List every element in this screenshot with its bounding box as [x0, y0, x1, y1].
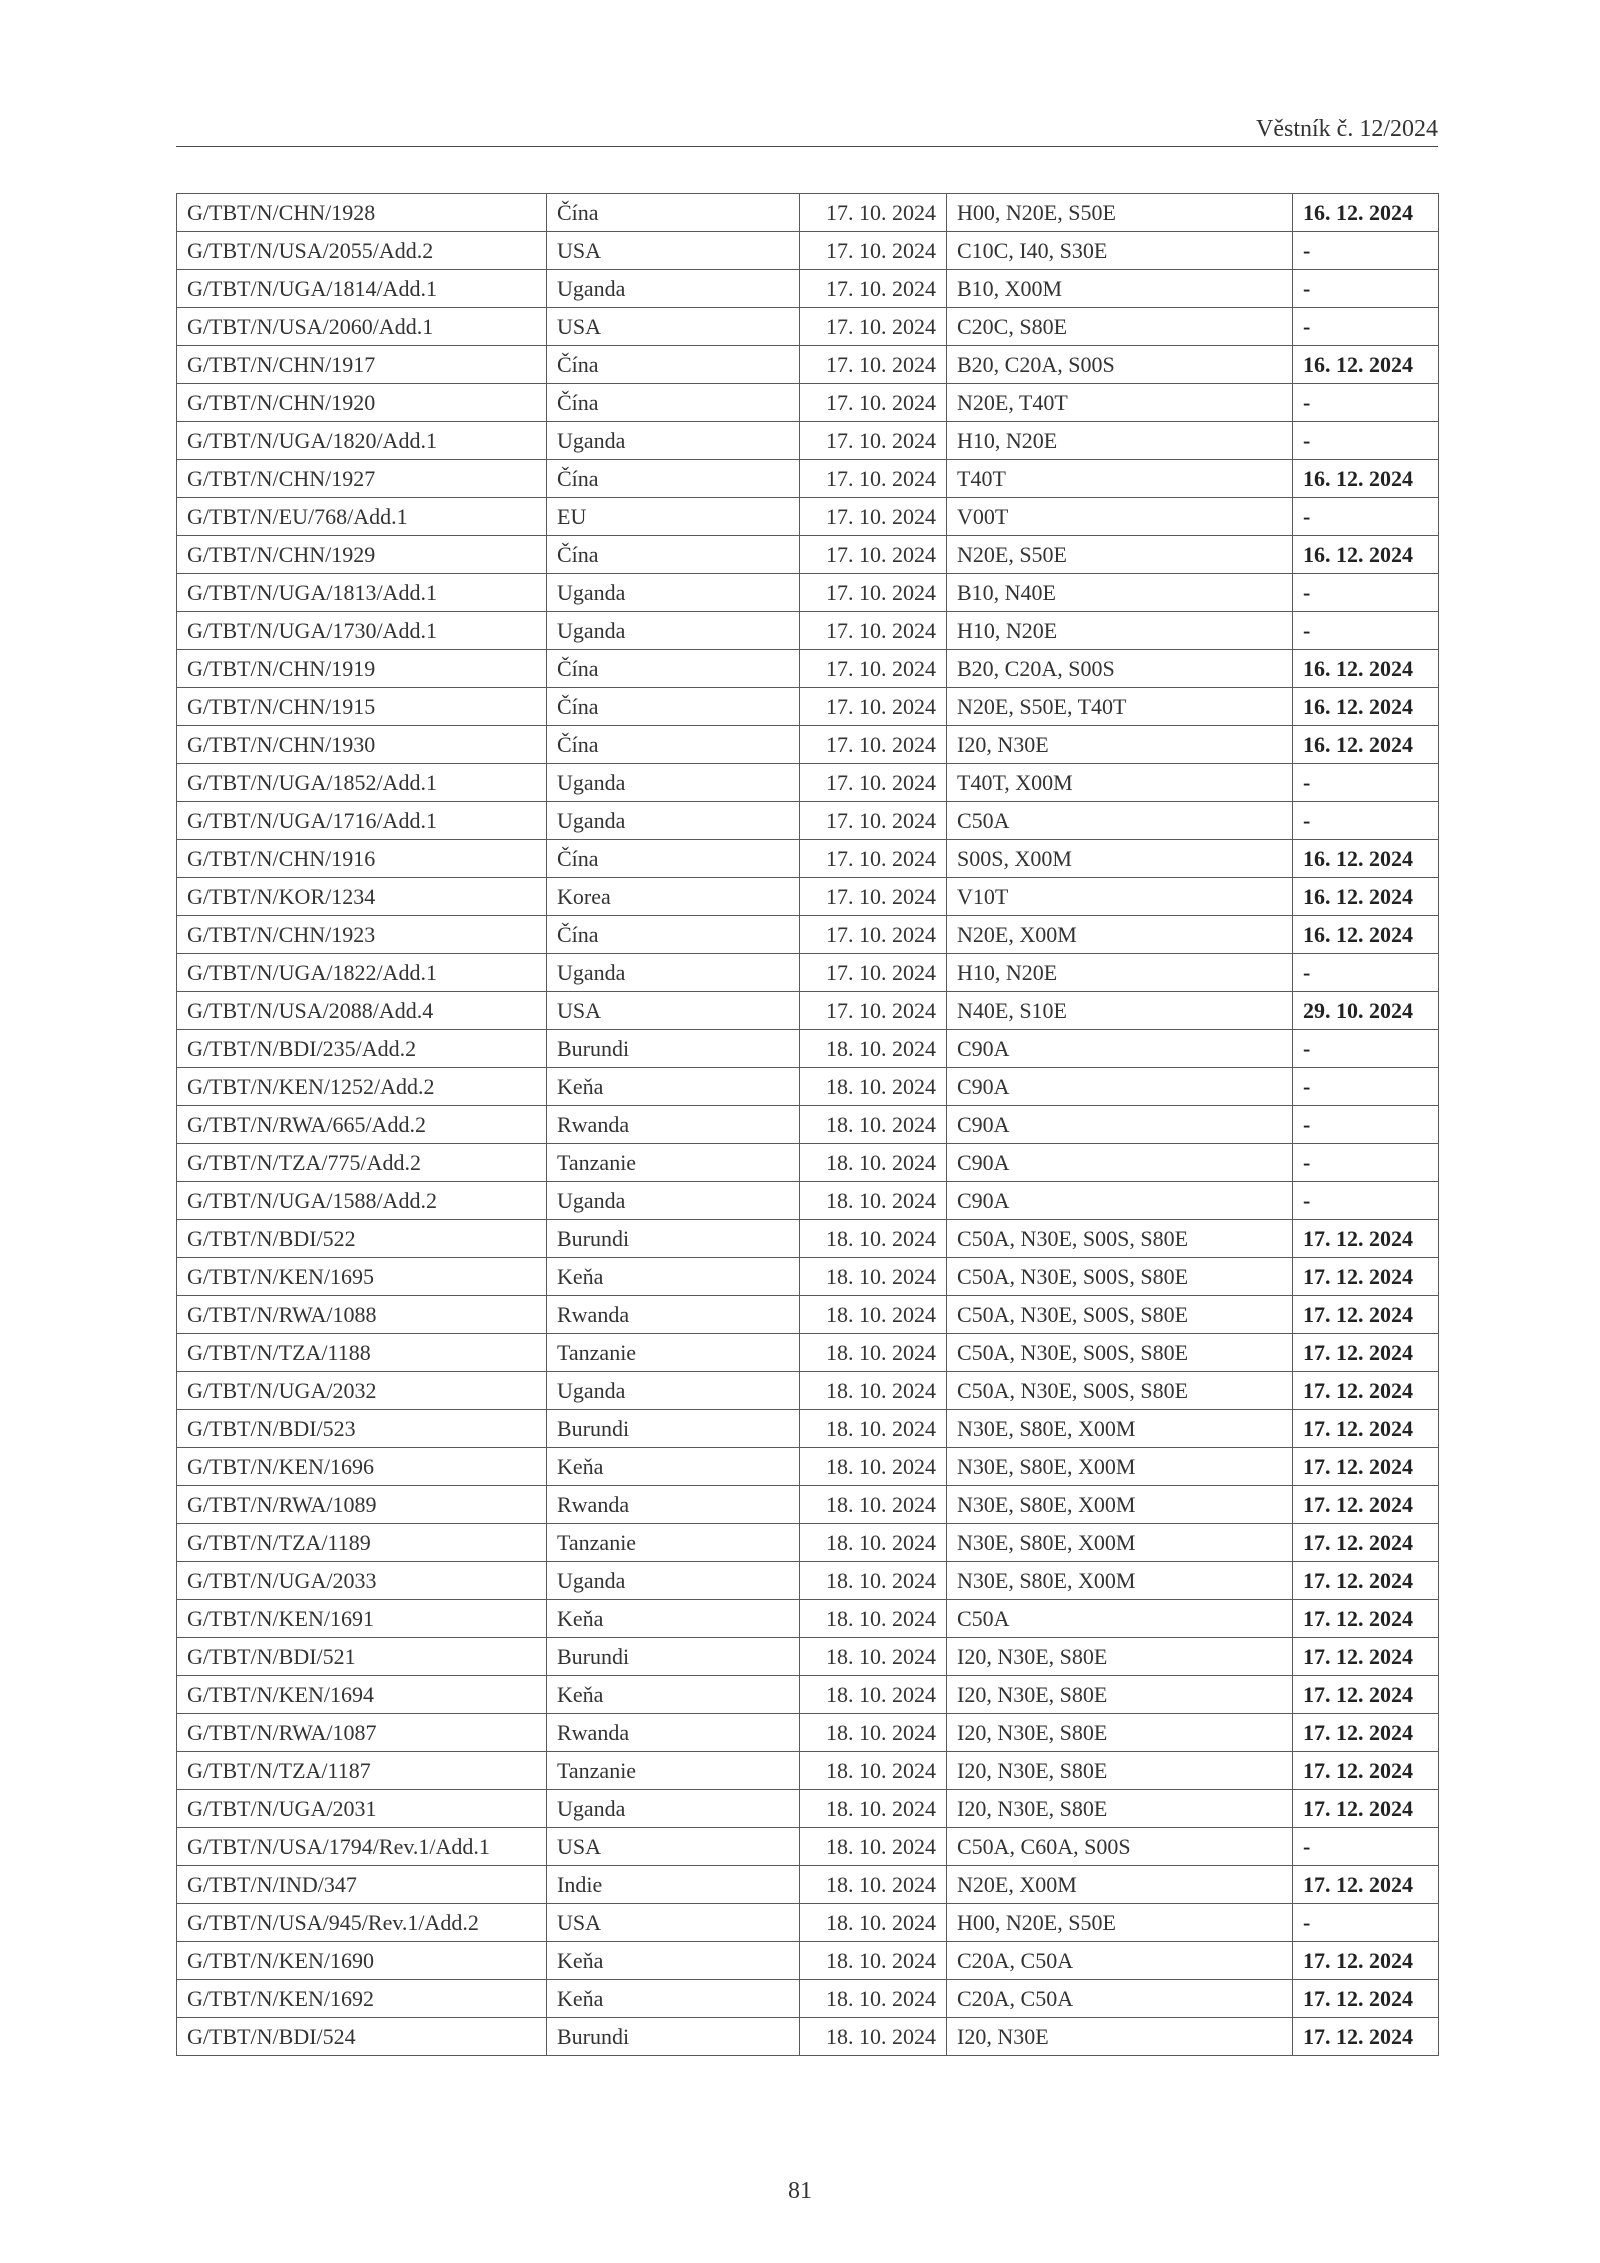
- notification-id-cell: G/TBT/N/UGA/1730/Add.1: [177, 612, 547, 650]
- ics-codes-cell: C50A, N30E, S00S, S80E: [947, 1258, 1293, 1296]
- date-cell: 17. 10. 2024: [800, 726, 947, 764]
- country-cell: Burundi: [547, 2018, 800, 2056]
- country-cell: Čína: [547, 650, 800, 688]
- comment-deadline-cell: 17. 12. 2024: [1293, 1942, 1439, 1980]
- country-cell: Rwanda: [547, 1106, 800, 1144]
- ics-codes-cell: T40T, X00M: [947, 764, 1293, 802]
- table-row: [177, 1334, 1439, 1372]
- notification-id-cell: G/TBT/N/USA/2055/Add.2: [177, 232, 547, 270]
- country-cell: USA: [547, 232, 800, 270]
- date-cell: 17. 10. 2024: [800, 498, 947, 536]
- date-cell: 17. 10. 2024: [800, 764, 947, 802]
- date-cell: 17. 10. 2024: [800, 422, 947, 460]
- country-cell: Uganda: [547, 612, 800, 650]
- ics-codes-cell: H10, N20E: [947, 612, 1293, 650]
- ics-codes-cell: C50A, C60A, S00S: [947, 1828, 1293, 1866]
- table-row: [177, 954, 1439, 992]
- table-row: [177, 422, 1439, 460]
- notification-id-cell: G/TBT/N/UGA/1820/Add.1: [177, 422, 547, 460]
- country-cell: Uganda: [547, 1562, 800, 1600]
- notification-id-cell: G/TBT/N/EU/768/Add.1: [177, 498, 547, 536]
- comment-deadline-cell: 16. 12. 2024: [1293, 840, 1439, 878]
- table-row: [177, 1296, 1439, 1334]
- comment-deadline-cell: 17. 12. 2024: [1293, 1638, 1439, 1676]
- ics-codes-cell: S00S, X00M: [947, 840, 1293, 878]
- date-cell: 18. 10. 2024: [800, 1296, 947, 1334]
- ics-codes-cell: C10C, I40, S30E: [947, 232, 1293, 270]
- ics-codes-cell: N20E, X00M: [947, 1866, 1293, 1904]
- date-cell: 17. 10. 2024: [800, 954, 947, 992]
- date-cell: 17. 10. 2024: [800, 650, 947, 688]
- ics-codes-cell: H00, N20E, S50E: [947, 1904, 1293, 1942]
- table-row: [177, 1752, 1439, 1790]
- country-cell: Čína: [547, 460, 800, 498]
- ics-codes-cell: C50A: [947, 1600, 1293, 1638]
- notification-id-cell: G/TBT/N/USA/2088/Add.4: [177, 992, 547, 1030]
- ics-codes-cell: N20E, S50E: [947, 536, 1293, 574]
- bulletin-title: Věstník č. 12/2024: [1256, 116, 1438, 142]
- notification-id-cell: G/TBT/N/RWA/1088: [177, 1296, 547, 1334]
- table-row: [177, 1790, 1439, 1828]
- date-cell: 18. 10. 2024: [800, 1904, 947, 1942]
- date-cell: 17. 10. 2024: [800, 270, 947, 308]
- ics-codes-cell: I20, N30E, S80E: [947, 1638, 1293, 1676]
- comment-deadline-cell: -: [1293, 764, 1439, 802]
- table-row: [177, 1904, 1439, 1942]
- country-cell: USA: [547, 1828, 800, 1866]
- table-row: [177, 346, 1439, 384]
- date-cell: 18. 10. 2024: [800, 1258, 947, 1296]
- ics-codes-cell: N20E, S50E, T40T: [947, 688, 1293, 726]
- comment-deadline-cell: -: [1293, 574, 1439, 612]
- country-cell: Keňa: [547, 1942, 800, 1980]
- country-cell: USA: [547, 1904, 800, 1942]
- comment-deadline-cell: 17. 12. 2024: [1293, 1334, 1439, 1372]
- comment-deadline-cell: 17. 12. 2024: [1293, 1524, 1439, 1562]
- ics-codes-cell: I20, N30E, S80E: [947, 1752, 1293, 1790]
- table-row: [177, 1258, 1439, 1296]
- comment-deadline-cell: 17. 12. 2024: [1293, 2018, 1439, 2056]
- date-cell: 17. 10. 2024: [800, 802, 947, 840]
- table-row: [177, 1144, 1439, 1182]
- country-cell: USA: [547, 308, 800, 346]
- comment-deadline-cell: 17. 12. 2024: [1293, 1866, 1439, 1904]
- ics-codes-cell: H00, N20E, S50E: [947, 194, 1293, 232]
- comment-deadline-cell: -: [1293, 1828, 1439, 1866]
- table-row: [177, 574, 1439, 612]
- notification-id-cell: G/TBT/N/UGA/2033: [177, 1562, 547, 1600]
- table-row: [177, 1600, 1439, 1638]
- table-row: [177, 1220, 1439, 1258]
- table-row: [177, 1676, 1439, 1714]
- comment-deadline-cell: -: [1293, 498, 1439, 536]
- date-cell: 17. 10. 2024: [800, 194, 947, 232]
- ics-codes-cell: B10, N40E: [947, 574, 1293, 612]
- comment-deadline-cell: 17. 12. 2024: [1293, 1714, 1439, 1752]
- comment-deadline-cell: 17. 12. 2024: [1293, 1410, 1439, 1448]
- date-cell: 18. 10. 2024: [800, 1942, 947, 1980]
- date-cell: 17. 10. 2024: [800, 688, 947, 726]
- comment-deadline-cell: 17. 12. 2024: [1293, 1486, 1439, 1524]
- date-cell: 17. 10. 2024: [800, 308, 947, 346]
- notification-id-cell: G/TBT/N/RWA/1087: [177, 1714, 547, 1752]
- table-row: [177, 916, 1439, 954]
- notification-id-cell: G/TBT/N/UGA/1852/Add.1: [177, 764, 547, 802]
- notification-id-cell: G/TBT/N/BDI/524: [177, 2018, 547, 2056]
- comment-deadline-cell: -: [1293, 612, 1439, 650]
- notification-id-cell: G/TBT/N/CHN/1915: [177, 688, 547, 726]
- table-row: [177, 1182, 1439, 1220]
- ics-codes-cell: V00T: [947, 498, 1293, 536]
- table-row: [177, 1866, 1439, 1904]
- country-cell: Čína: [547, 384, 800, 422]
- date-cell: 18. 10. 2024: [800, 1790, 947, 1828]
- ics-codes-cell: N30E, S80E, X00M: [947, 1486, 1293, 1524]
- comment-deadline-cell: 29. 10. 2024: [1293, 992, 1439, 1030]
- table-row: [177, 460, 1439, 498]
- date-cell: 18. 10. 2024: [800, 1220, 947, 1258]
- notification-id-cell: G/TBT/N/BDI/235/Add.2: [177, 1030, 547, 1068]
- comment-deadline-cell: 16. 12. 2024: [1293, 726, 1439, 764]
- country-cell: Uganda: [547, 1790, 800, 1828]
- country-cell: Keňa: [547, 1980, 800, 2018]
- ics-codes-cell: C50A, N30E, S00S, S80E: [947, 1334, 1293, 1372]
- country-cell: Uganda: [547, 954, 800, 992]
- country-cell: Burundi: [547, 1638, 800, 1676]
- notification-id-cell: G/TBT/N/KEN/1695: [177, 1258, 547, 1296]
- table-row: [177, 270, 1439, 308]
- ics-codes-cell: C90A: [947, 1068, 1293, 1106]
- ics-codes-cell: N20E, X00M: [947, 916, 1293, 954]
- table-row: [177, 802, 1439, 840]
- ics-codes-cell: C50A, N30E, S00S, S80E: [947, 1372, 1293, 1410]
- comment-deadline-cell: 17. 12. 2024: [1293, 1600, 1439, 1638]
- date-cell: 18. 10. 2024: [800, 1562, 947, 1600]
- notification-id-cell: G/TBT/N/UGA/2032: [177, 1372, 547, 1410]
- table-row: [177, 1942, 1439, 1980]
- notification-id-cell: G/TBT/N/KEN/1694: [177, 1676, 547, 1714]
- ics-codes-cell: B20, C20A, S00S: [947, 650, 1293, 688]
- notification-id-cell: G/TBT/N/RWA/1089: [177, 1486, 547, 1524]
- notification-id-cell: G/TBT/N/UGA/1813/Add.1: [177, 574, 547, 612]
- notification-id-cell: G/TBT/N/CHN/1917: [177, 346, 547, 384]
- country-cell: Burundi: [547, 1410, 800, 1448]
- page-number: 81: [788, 2178, 812, 2204]
- ics-codes-cell: C90A: [947, 1182, 1293, 1220]
- country-cell: Indie: [547, 1866, 800, 1904]
- notification-id-cell: G/TBT/N/CHN/1923: [177, 916, 547, 954]
- date-cell: 18. 10. 2024: [800, 2018, 947, 2056]
- notification-id-cell: G/TBT/N/BDI/523: [177, 1410, 547, 1448]
- country-cell: Čína: [547, 726, 800, 764]
- date-cell: 18. 10. 2024: [800, 1182, 947, 1220]
- date-cell: 18. 10. 2024: [800, 1410, 947, 1448]
- comment-deadline-cell: 16. 12. 2024: [1293, 878, 1439, 916]
- ics-codes-cell: C90A: [947, 1106, 1293, 1144]
- country-cell: Tanzanie: [547, 1144, 800, 1182]
- country-cell: Tanzanie: [547, 1752, 800, 1790]
- ics-codes-cell: T40T: [947, 460, 1293, 498]
- notification-id-cell: G/TBT/N/TZA/1187: [177, 1752, 547, 1790]
- notification-id-cell: G/TBT/N/CHN/1929: [177, 536, 547, 574]
- date-cell: 18. 10. 2024: [800, 1486, 947, 1524]
- table-row: [177, 1106, 1439, 1144]
- ics-codes-cell: I20, N30E, S80E: [947, 1676, 1293, 1714]
- comment-deadline-cell: 16. 12. 2024: [1293, 916, 1439, 954]
- notification-id-cell: G/TBT/N/CHN/1928: [177, 194, 547, 232]
- date-cell: 18. 10. 2024: [800, 1600, 947, 1638]
- notification-id-cell: G/TBT/N/BDI/521: [177, 1638, 547, 1676]
- notification-id-cell: G/TBT/N/UGA/1588/Add.2: [177, 1182, 547, 1220]
- ics-codes-cell: C90A: [947, 1144, 1293, 1182]
- ics-codes-cell: C20A, C50A: [947, 1942, 1293, 1980]
- notification-id-cell: G/TBT/N/CHN/1930: [177, 726, 547, 764]
- notification-id-cell: G/TBT/N/TZA/775/Add.2: [177, 1144, 547, 1182]
- comment-deadline-cell: 17. 12. 2024: [1293, 1296, 1439, 1334]
- comment-deadline-cell: 17. 12. 2024: [1293, 1562, 1439, 1600]
- comment-deadline-cell: -: [1293, 1030, 1439, 1068]
- comment-deadline-cell: 17. 12. 2024: [1293, 1676, 1439, 1714]
- ics-codes-cell: C50A, N30E, S00S, S80E: [947, 1296, 1293, 1334]
- table-row: [177, 194, 1439, 232]
- table-row: [177, 764, 1439, 802]
- comment-deadline-cell: -: [1293, 1144, 1439, 1182]
- comment-deadline-cell: 17. 12. 2024: [1293, 1220, 1439, 1258]
- country-cell: Uganda: [547, 270, 800, 308]
- notification-id-cell: G/TBT/N/CHN/1920: [177, 384, 547, 422]
- ics-codes-cell: N30E, S80E, X00M: [947, 1524, 1293, 1562]
- country-cell: Čína: [547, 688, 800, 726]
- date-cell: 18. 10. 2024: [800, 1676, 947, 1714]
- country-cell: Čína: [547, 346, 800, 384]
- notification-id-cell: G/TBT/N/KEN/1692: [177, 1980, 547, 2018]
- ics-codes-cell: I20, N30E: [947, 726, 1293, 764]
- notifications-table: [176, 193, 1439, 2056]
- notification-id-cell: G/TBT/N/KEN/1691: [177, 1600, 547, 1638]
- table-row: [177, 1486, 1439, 1524]
- ics-codes-cell: N20E, T40T: [947, 384, 1293, 422]
- table-row: [177, 1448, 1439, 1486]
- country-cell: Uganda: [547, 1182, 800, 1220]
- notification-id-cell: G/TBT/N/TZA/1189: [177, 1524, 547, 1562]
- ics-codes-cell: H10, N20E: [947, 954, 1293, 992]
- notification-id-cell: G/TBT/N/BDI/522: [177, 1220, 547, 1258]
- notification-id-cell: G/TBT/N/UGA/2031: [177, 1790, 547, 1828]
- comment-deadline-cell: -: [1293, 422, 1439, 460]
- comment-deadline-cell: 16. 12. 2024: [1293, 688, 1439, 726]
- table-row: [177, 1410, 1439, 1448]
- table-row: [177, 1980, 1439, 2018]
- date-cell: 17. 10. 2024: [800, 840, 947, 878]
- country-cell: Čína: [547, 194, 800, 232]
- comment-deadline-cell: 17. 12. 2024: [1293, 1752, 1439, 1790]
- ics-codes-cell: C50A: [947, 802, 1293, 840]
- ics-codes-cell: I20, N30E, S80E: [947, 1714, 1293, 1752]
- comment-deadline-cell: 16. 12. 2024: [1293, 194, 1439, 232]
- notification-id-cell: G/TBT/N/CHN/1927: [177, 460, 547, 498]
- notification-id-cell: G/TBT/N/UGA/1814/Add.1: [177, 270, 547, 308]
- ics-codes-cell: N30E, S80E, X00M: [947, 1562, 1293, 1600]
- comment-deadline-cell: -: [1293, 1068, 1439, 1106]
- table-row: [177, 1828, 1439, 1866]
- country-cell: Keňa: [547, 1448, 800, 1486]
- running-header: [176, 112, 1438, 147]
- notifications-table-body: [177, 194, 1439, 2056]
- comment-deadline-cell: -: [1293, 954, 1439, 992]
- table-row: [177, 1714, 1439, 1752]
- date-cell: 17. 10. 2024: [800, 878, 947, 916]
- ics-codes-cell: N30E, S80E, X00M: [947, 1410, 1293, 1448]
- date-cell: 18. 10. 2024: [800, 1144, 947, 1182]
- table-row: [177, 726, 1439, 764]
- table-row: [177, 992, 1439, 1030]
- notification-id-cell: G/TBT/N/CHN/1919: [177, 650, 547, 688]
- table-row: [177, 1030, 1439, 1068]
- table-row: [177, 232, 1439, 270]
- date-cell: 18. 10. 2024: [800, 1030, 947, 1068]
- comment-deadline-cell: 17. 12. 2024: [1293, 1448, 1439, 1486]
- date-cell: 18. 10. 2024: [800, 1752, 947, 1790]
- country-cell: Korea: [547, 878, 800, 916]
- table-row: [177, 688, 1439, 726]
- date-cell: 17. 10. 2024: [800, 536, 947, 574]
- table-row: [177, 1524, 1439, 1562]
- comment-deadline-cell: -: [1293, 270, 1439, 308]
- table-row: [177, 1372, 1439, 1410]
- country-cell: Keňa: [547, 1600, 800, 1638]
- date-cell: 17. 10. 2024: [800, 384, 947, 422]
- notification-id-cell: G/TBT/N/USA/2060/Add.1: [177, 308, 547, 346]
- ics-codes-cell: C20A, C50A: [947, 1980, 1293, 2018]
- country-cell: Čína: [547, 840, 800, 878]
- country-cell: Uganda: [547, 422, 800, 460]
- table-row: [177, 536, 1439, 574]
- table-row: [177, 840, 1439, 878]
- date-cell: 17. 10. 2024: [800, 992, 947, 1030]
- table-row: [177, 650, 1439, 688]
- table-row: [177, 1638, 1439, 1676]
- comment-deadline-cell: 17. 12. 2024: [1293, 1980, 1439, 2018]
- ics-codes-cell: I20, N30E: [947, 2018, 1293, 2056]
- notification-id-cell: G/TBT/N/UGA/1822/Add.1: [177, 954, 547, 992]
- comment-deadline-cell: 16. 12. 2024: [1293, 650, 1439, 688]
- country-cell: Burundi: [547, 1030, 800, 1068]
- comment-deadline-cell: 16. 12. 2024: [1293, 460, 1439, 498]
- notification-id-cell: G/TBT/N/RWA/665/Add.2: [177, 1106, 547, 1144]
- date-cell: 18. 10. 2024: [800, 1448, 947, 1486]
- notification-id-cell: G/TBT/N/USA/945/Rev.1/Add.2: [177, 1904, 547, 1942]
- comment-deadline-cell: -: [1293, 1106, 1439, 1144]
- date-cell: 18. 10. 2024: [800, 1372, 947, 1410]
- table-row: [177, 878, 1439, 916]
- ics-codes-cell: C20C, S80E: [947, 308, 1293, 346]
- country-cell: Rwanda: [547, 1714, 800, 1752]
- comment-deadline-cell: 16. 12. 2024: [1293, 346, 1439, 384]
- date-cell: 17. 10. 2024: [800, 232, 947, 270]
- country-cell: Keňa: [547, 1258, 800, 1296]
- country-cell: Rwanda: [547, 1296, 800, 1334]
- comment-deadline-cell: -: [1293, 1182, 1439, 1220]
- country-cell: Čína: [547, 916, 800, 954]
- date-cell: 18. 10. 2024: [800, 1068, 947, 1106]
- comment-deadline-cell: 17. 12. 2024: [1293, 1258, 1439, 1296]
- date-cell: 18. 10. 2024: [800, 1638, 947, 1676]
- country-cell: Uganda: [547, 764, 800, 802]
- country-cell: Keňa: [547, 1068, 800, 1106]
- date-cell: 18. 10. 2024: [800, 1334, 947, 1372]
- notification-id-cell: G/TBT/N/IND/347: [177, 1866, 547, 1904]
- date-cell: 18. 10. 2024: [800, 1980, 947, 2018]
- date-cell: 18. 10. 2024: [800, 1714, 947, 1752]
- date-cell: 18. 10. 2024: [800, 1106, 947, 1144]
- comment-deadline-cell: 17. 12. 2024: [1293, 1372, 1439, 1410]
- date-cell: 18. 10. 2024: [800, 1828, 947, 1866]
- country-cell: EU: [547, 498, 800, 536]
- date-cell: 17. 10. 2024: [800, 574, 947, 612]
- table-row: [177, 1068, 1439, 1106]
- country-cell: Uganda: [547, 802, 800, 840]
- comment-deadline-cell: 17. 12. 2024: [1293, 1790, 1439, 1828]
- table-row: [177, 384, 1439, 422]
- table-row: [177, 308, 1439, 346]
- comment-deadline-cell: -: [1293, 1904, 1439, 1942]
- comment-deadline-cell: -: [1293, 232, 1439, 270]
- notification-id-cell: G/TBT/N/KOR/1234: [177, 878, 547, 916]
- notification-id-cell: G/TBT/N/CHN/1916: [177, 840, 547, 878]
- ics-codes-cell: N40E, S10E: [947, 992, 1293, 1030]
- comment-deadline-cell: 16. 12. 2024: [1293, 536, 1439, 574]
- ics-codes-cell: C50A, N30E, S00S, S80E: [947, 1220, 1293, 1258]
- notification-id-cell: G/TBT/N/TZA/1188: [177, 1334, 547, 1372]
- notification-id-cell: G/TBT/N/USA/1794/Rev.1/Add.1: [177, 1828, 547, 1866]
- table-row: [177, 1562, 1439, 1600]
- country-cell: Rwanda: [547, 1486, 800, 1524]
- date-cell: 18. 10. 2024: [800, 1524, 947, 1562]
- date-cell: 18. 10. 2024: [800, 1866, 947, 1904]
- ics-codes-cell: B20, C20A, S00S: [947, 346, 1293, 384]
- table-row: [177, 612, 1439, 650]
- comment-deadline-cell: -: [1293, 384, 1439, 422]
- country-cell: Uganda: [547, 1372, 800, 1410]
- date-cell: 17. 10. 2024: [800, 612, 947, 650]
- country-cell: USA: [547, 992, 800, 1030]
- date-cell: 17. 10. 2024: [800, 916, 947, 954]
- notification-id-cell: G/TBT/N/UGA/1716/Add.1: [177, 802, 547, 840]
- notification-id-cell: G/TBT/N/KEN/1696: [177, 1448, 547, 1486]
- ics-codes-cell: H10, N20E: [947, 422, 1293, 460]
- comment-deadline-cell: -: [1293, 802, 1439, 840]
- comment-deadline-cell: -: [1293, 308, 1439, 346]
- country-cell: Tanzanie: [547, 1524, 800, 1562]
- country-cell: Tanzanie: [547, 1334, 800, 1372]
- date-cell: 17. 10. 2024: [800, 346, 947, 384]
- notification-id-cell: G/TBT/N/KEN/1690: [177, 1942, 547, 1980]
- table-row: [177, 498, 1439, 536]
- ics-codes-cell: C90A: [947, 1030, 1293, 1068]
- table-row: [177, 2018, 1439, 2056]
- ics-codes-cell: N30E, S80E, X00M: [947, 1448, 1293, 1486]
- country-cell: Burundi: [547, 1220, 800, 1258]
- country-cell: Uganda: [547, 574, 800, 612]
- ics-codes-cell: I20, N30E, S80E: [947, 1790, 1293, 1828]
- date-cell: 17. 10. 2024: [800, 460, 947, 498]
- ics-codes-cell: B10, X00M: [947, 270, 1293, 308]
- notification-id-cell: G/TBT/N/KEN/1252/Add.2: [177, 1068, 547, 1106]
- country-cell: Keňa: [547, 1676, 800, 1714]
- country-cell: Čína: [547, 536, 800, 574]
- ics-codes-cell: V10T: [947, 878, 1293, 916]
